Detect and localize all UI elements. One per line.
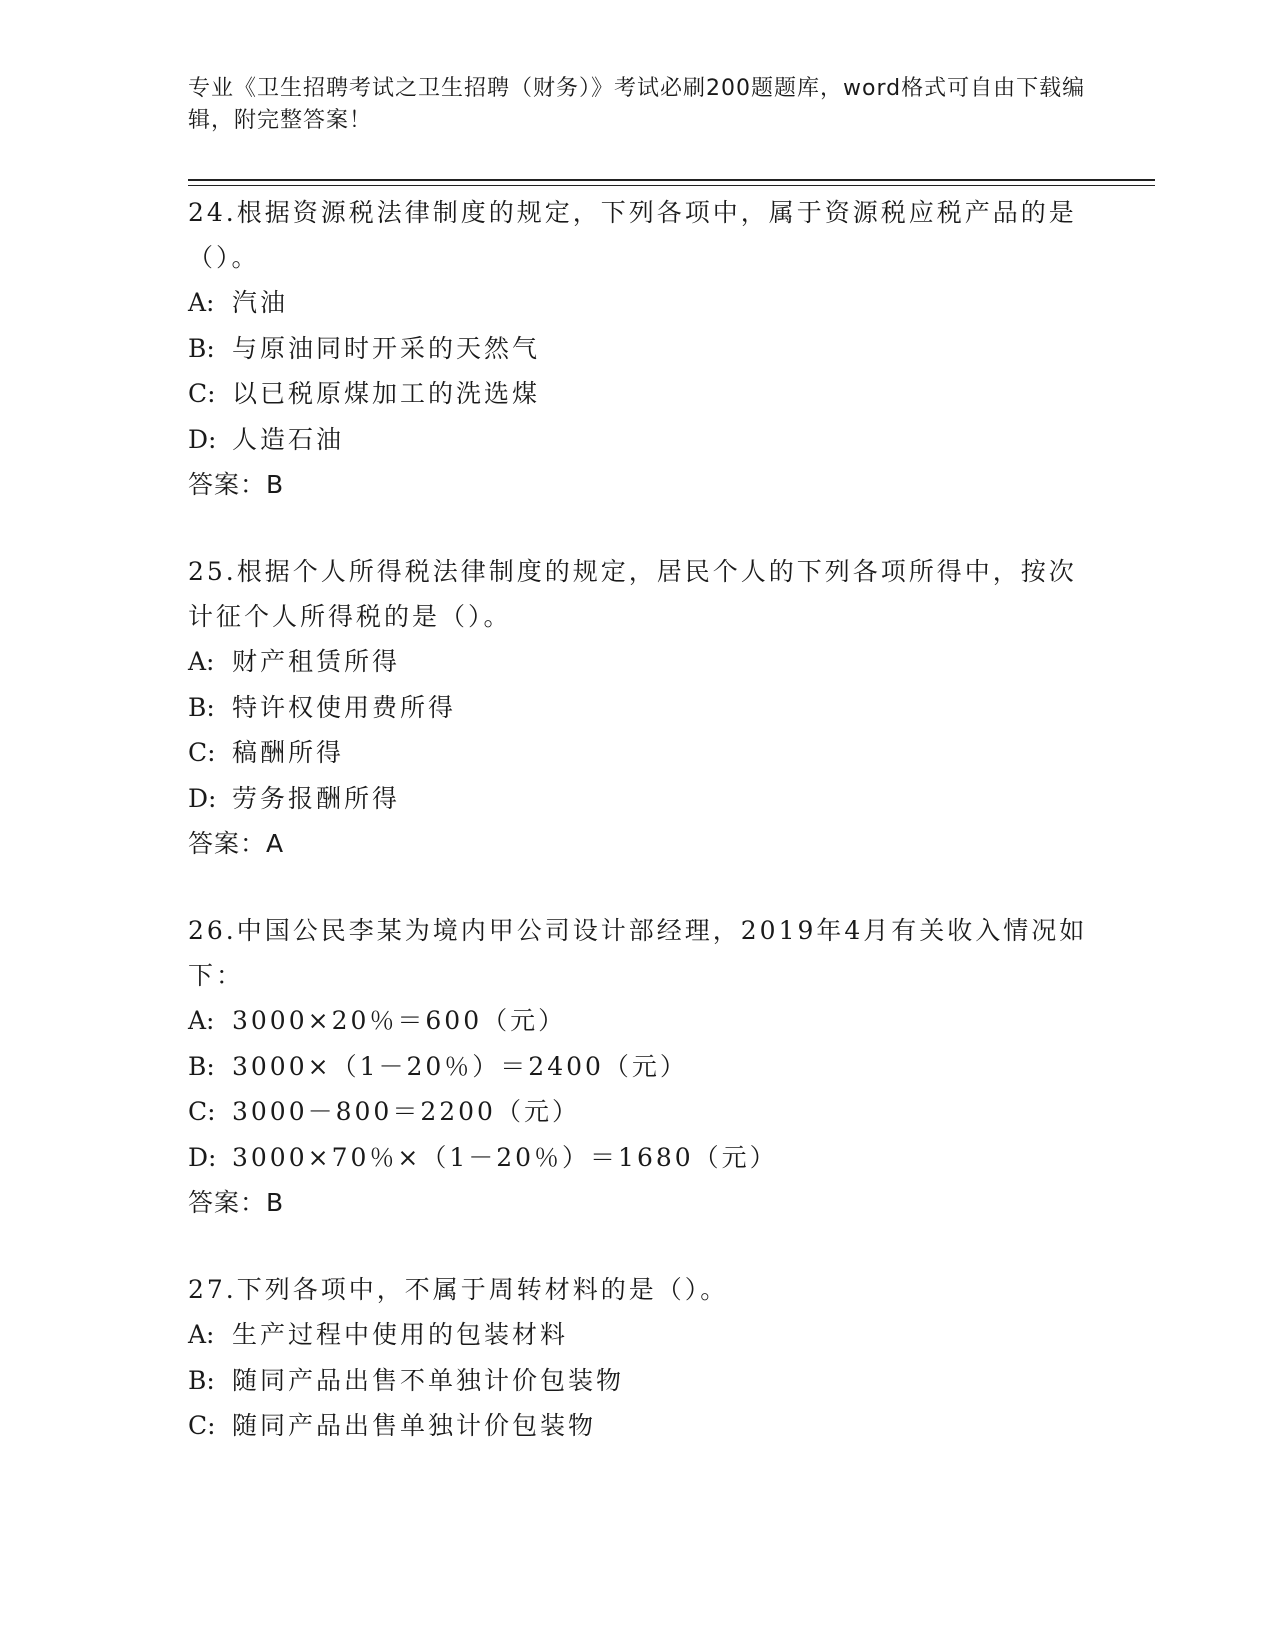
answer-line: 答案：B bbox=[188, 1188, 285, 1217]
option-c bbox=[188, 730, 1088, 776]
header-divider-thin bbox=[188, 185, 1155, 186]
option-d bbox=[188, 776, 1088, 822]
question-stem: 25.根据个人所得税法律制度的规定，居民个人的下列各项所得中，按次计征个人所得税的是（）。 bbox=[188, 557, 1077, 631]
question-stem: 27.下列各项中，不属于周转材料的是（）。 bbox=[188, 1275, 729, 1304]
option-b bbox=[188, 1358, 1088, 1404]
option-letter: C: bbox=[188, 738, 216, 767]
question-24 bbox=[188, 190, 1088, 507]
question-27 bbox=[188, 1267, 1088, 1449]
option-letter: B: bbox=[188, 692, 215, 722]
option-letter: B: bbox=[188, 1365, 215, 1395]
option-d bbox=[188, 1135, 1088, 1181]
option-a bbox=[188, 639, 1088, 685]
option-b bbox=[188, 326, 1088, 372]
option-c bbox=[188, 1403, 1088, 1449]
option-letter: D: bbox=[188, 1142, 217, 1172]
option-letter: A: bbox=[188, 647, 215, 676]
option-letter: A: bbox=[188, 1320, 215, 1349]
option-b bbox=[188, 685, 1088, 731]
option-text: 随同产品出售不单独计价包装物 bbox=[232, 1365, 625, 1395]
option-a bbox=[188, 280, 1088, 326]
option-text: 与原油同时开采的天然气 bbox=[232, 333, 541, 363]
option-letter: D: bbox=[188, 424, 217, 454]
option-a bbox=[188, 998, 1088, 1044]
option-b bbox=[188, 1044, 1088, 1090]
option-text: 特许权使用费所得 bbox=[232, 692, 457, 722]
answer-line: 答案：A bbox=[188, 829, 285, 858]
option-c bbox=[188, 371, 1088, 417]
option-letter: C: bbox=[188, 379, 216, 408]
question-stem: 24.根据资源税法律制度的规定，下列各项中，属于资源税应税产品的是（）。 bbox=[188, 198, 1077, 272]
header-divider-thick bbox=[188, 179, 1155, 181]
option-letter: D: bbox=[188, 783, 217, 813]
question-stem: 26.中国公民李某为境内甲公司设计部经理，2019年4月有关收入情况如下： bbox=[188, 916, 1088, 990]
option-text: 劳务报酬所得 bbox=[232, 783, 401, 813]
option-letter: C: bbox=[188, 1411, 216, 1440]
option-letter: A: bbox=[188, 288, 215, 317]
question-list bbox=[188, 190, 1088, 1491]
option-text: 以已税原煤加工的洗选煤 bbox=[232, 379, 541, 408]
option-text: 生产过程中使用的包装材料 bbox=[232, 1320, 569, 1349]
option-text: 3000×（1－20％）＝2400（元） bbox=[232, 1051, 688, 1081]
option-letter: A: bbox=[188, 1006, 215, 1035]
document-header: 专业《卫生招聘考试之卫生招聘（财务）》考试必刷200题题库，word格式可自由下载编辑，附完整答案！ bbox=[188, 76, 1086, 133]
option-text: 稿酬所得 bbox=[232, 738, 345, 767]
question-25 bbox=[188, 549, 1088, 866]
option-text: 3000－800＝2200（元） bbox=[232, 1097, 580, 1126]
answer-line: 答案：B bbox=[188, 470, 285, 499]
option-letter: B: bbox=[188, 333, 215, 363]
option-text: 随同产品出售单独计价包装物 bbox=[232, 1411, 597, 1440]
option-letter: B: bbox=[188, 1051, 215, 1081]
option-text: 财产租赁所得 bbox=[232, 647, 401, 676]
option-d bbox=[188, 417, 1088, 463]
option-text: 人造石油 bbox=[232, 424, 345, 454]
option-letter: C: bbox=[188, 1097, 216, 1126]
question-26 bbox=[188, 908, 1088, 1225]
option-a bbox=[188, 1312, 1088, 1358]
option-text: 汽油 bbox=[232, 288, 289, 317]
option-text: 3000×70％×（1－20％）＝1680（元） bbox=[232, 1142, 778, 1172]
option-text: 3000×20％＝600（元） bbox=[232, 1006, 567, 1035]
option-c bbox=[188, 1089, 1088, 1135]
